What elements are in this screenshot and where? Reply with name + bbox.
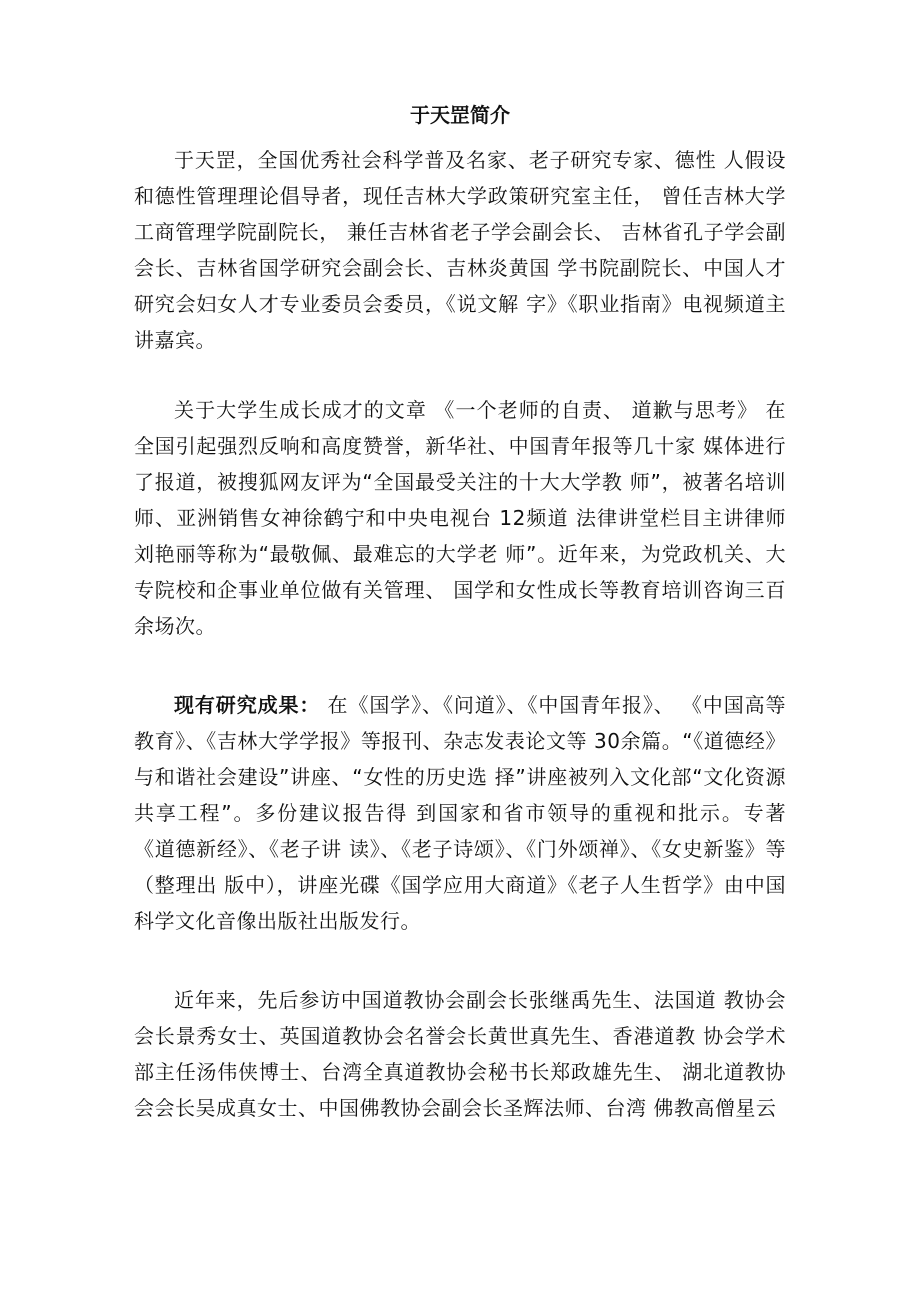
- paragraph-text: 于天罡，全国优秀社会科学普及名家、老子研究专家、德性 人假设和德性管理理论倡导者，现任吉林大学政策研究室主任， 曾任吉林大学工商管理学院副院长， 兼任吉林省老子学会副会长、 吉林省孔子学会副会长、吉林省国学研究会副会长、吉林炎黄国 学书院副院长、中国人才研究会妇女人才专业委员会委员，《说文解 字》《职业指南》电视频道主讲嘉宾。: [134, 148, 786, 352]
- paragraph-visits: [134, 982, 786, 1126]
- paragraph-lead: 现有研究成果：: [174, 693, 321, 717]
- document-title: 于天罡简介: [410, 103, 510, 127]
- paragraph-article: [134, 392, 786, 644]
- paragraph-intro: [134, 142, 786, 358]
- paragraph-research: [134, 687, 786, 939]
- paragraph-text: 在《国学》、《问道》、《中国青年报》、 《中国高等教育》、《吉林大学学报》等报刊、杂志发表论文等 30余篇。“《道德经》与和谐社会建设”讲座、“女性的历史选 择”讲座被列入文化部“文化资源共享工程”。多份建议报告得 到国家和省市领导的重视和批示。专著《道德新经》、《老子讲 读》、《老子诗颂》、《门外颂禅》、《女史新鉴》等（整理出 版中），讲座光碟《国学应用大商道》《老子人生哲学》由中国 科学文化音像出版社出版发行。: [134, 693, 786, 933]
- paragraph-text: 近年来，先后参访中国道教协会副会长张继禹先生、法国道 教协会会长景秀女士、英国道教协会名誉会长黄世真先生、香港道教 协会学术部主任汤伟侠博士、台湾全真道教协会秘书长郑政雄先生、 湖北道教协会会长吴成真女士、中国佛教协会副会长圣辉法师、台湾 佛教高僧星云: [134, 988, 786, 1120]
- paragraph-text: 关于大学生成长成才的文章 《一个老师的自责、 道歉与思考》 在全国引起强烈反响和高度赞誉，新华社、中国青年报等几十家 媒体进行了报道，被搜狐网友评为“全国最受关注的十大大学教 师”，被著名培训师、亚洲销售女神徐鹤宁和中央电视台 12频道 法律讲堂栏目主讲律师刘艳丽等称为“最敬佩、最难忘的大学老 师”。近年来，为党政机关、大专院校和企事业单位做有关管理、 国学和女性成长等教育培训咨询三百余场次。: [134, 398, 786, 638]
